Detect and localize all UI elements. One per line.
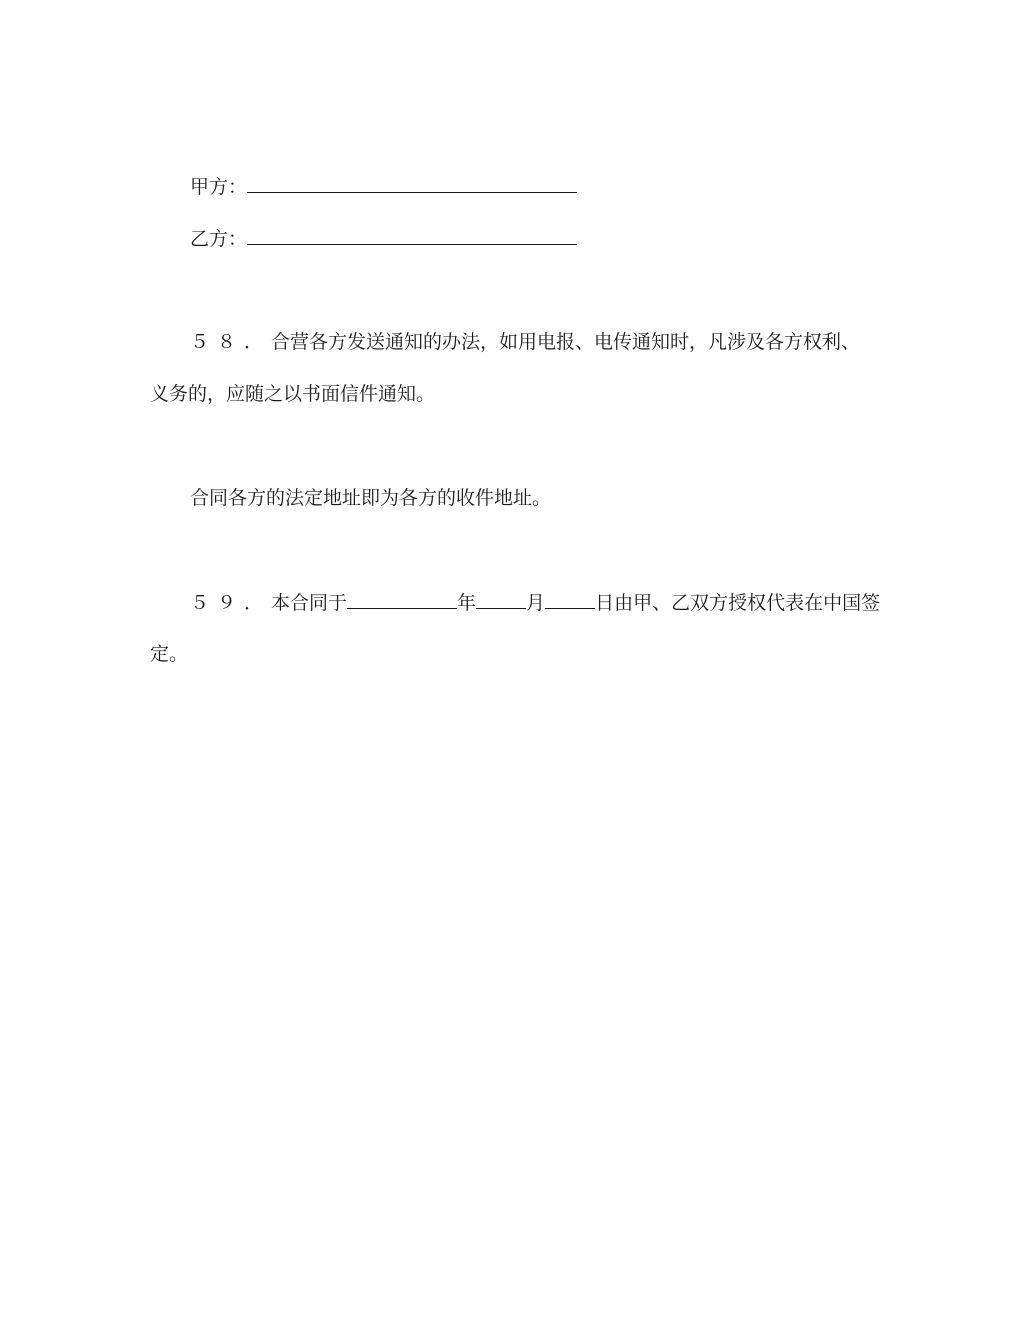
clause-59-number: ５９． [190, 592, 272, 614]
clause-58-line-1 [190, 330, 860, 354]
year-label: 年 [457, 592, 477, 614]
clause-58-text-1: 合营各方发送通知的办法，如用电报、电传通知时，凡涉及各方权利、 [271, 331, 861, 353]
year-blank [347, 590, 457, 609]
address-note [190, 486, 551, 510]
clause-59-line-2 [150, 642, 188, 666]
party-a-line [190, 174, 577, 198]
party-b-label: 乙方： [190, 228, 248, 250]
party-b-blank [247, 226, 577, 245]
clause-59-line-1 [190, 590, 880, 614]
month-label: 月 [526, 592, 546, 614]
address-note-text: 合同各方的法定地址即为各方的收件地址。 [190, 487, 552, 509]
clause-58-text-2: 义务的，应随之以书面信件通知。 [150, 383, 436, 405]
clause-58-number: ５８． [190, 331, 272, 353]
month-blank [476, 590, 526, 609]
party-a-blank [247, 174, 577, 193]
clause-59-text-2: 定。 [150, 643, 189, 665]
day-blank [545, 590, 595, 609]
clause-59-text-a: 本合同于 [271, 592, 348, 614]
party-a-label: 甲方： [190, 176, 248, 198]
clause-59-text-b: 日由甲、乙双方授权代表在中国签 [595, 592, 881, 614]
clause-58-line-2 [150, 382, 435, 406]
party-b-line [190, 226, 577, 250]
